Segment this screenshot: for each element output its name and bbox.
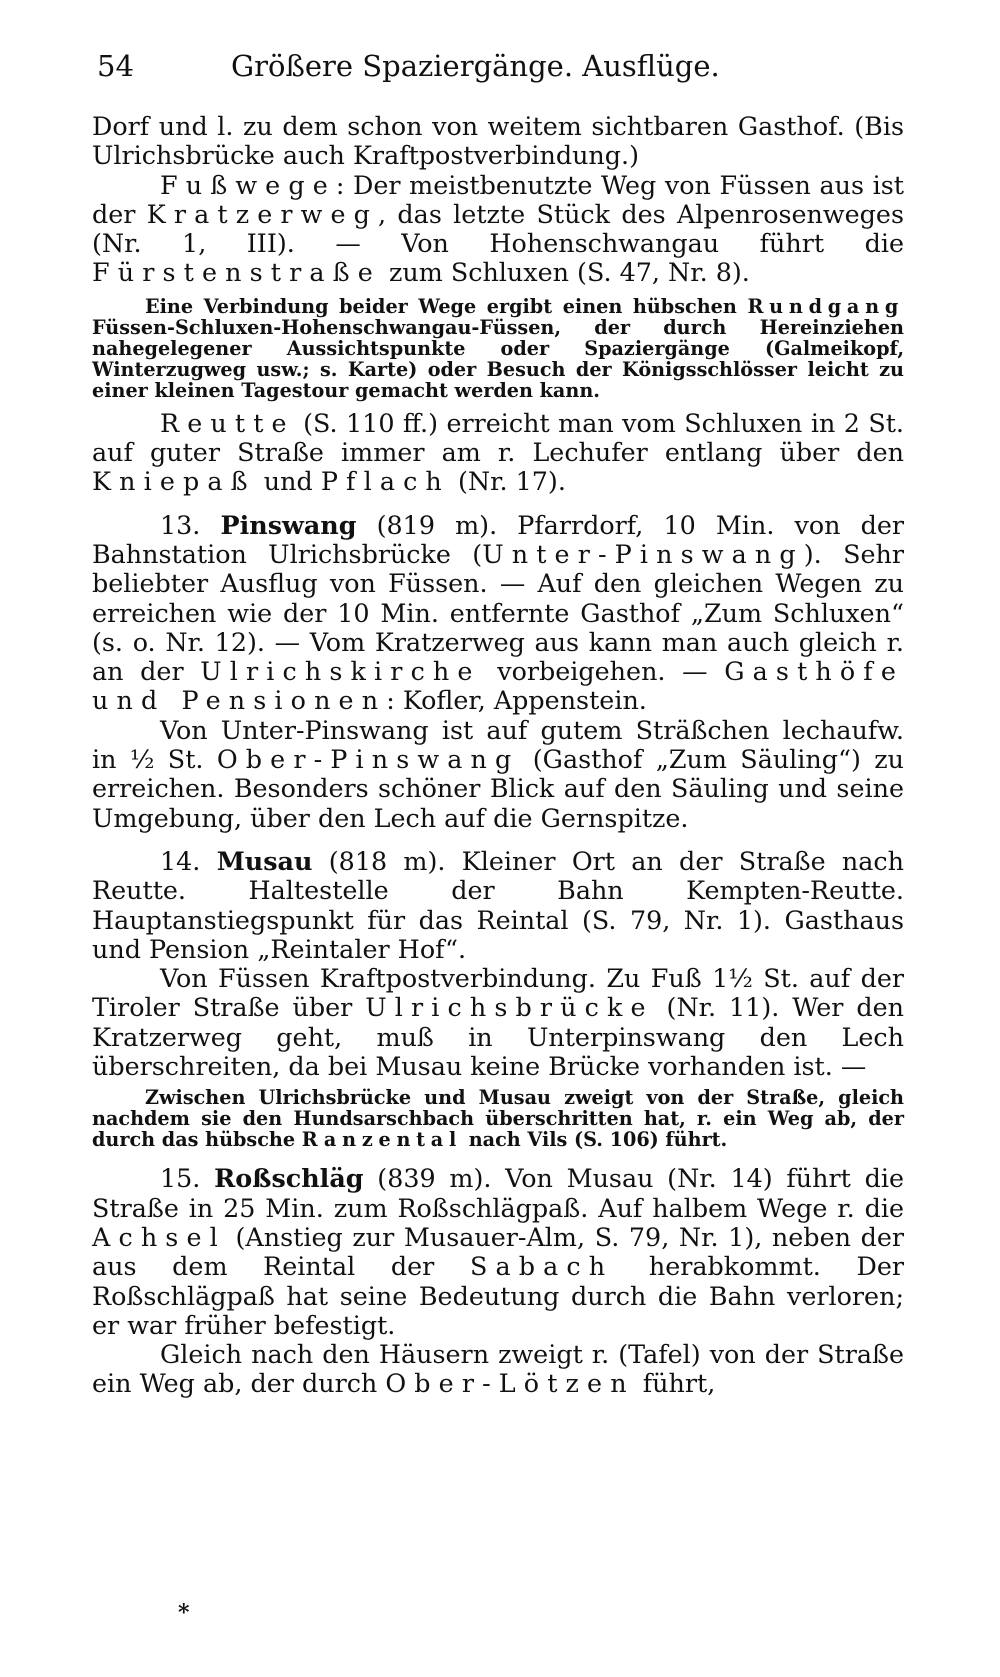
spaced-term: Ulrichsbrücke: [365, 992, 654, 1023]
spaced-term: Fürstenstraße: [92, 257, 381, 288]
text-run: (Nr. 11). Wer den Kratzerweg geht, muß in Unterpinswang den Lech überschreiten, da bei Musau keine Brücke vorhanden ist. —: [92, 992, 905, 1082]
text-run: (Nr. 17).: [449, 466, 566, 497]
text-run: vorbeigehen. —: [480, 656, 725, 687]
spaced-term: Ober-Pinswang: [216, 744, 520, 775]
entry-14: [92, 847, 904, 964]
text-run: (S. 110 ff.) erreicht man vom Schluxen in 2 St. auf guter Straße immer am r. Lechufer entlang über den: [92, 407, 904, 468]
text-run: : Kofler, Appenstein.: [386, 685, 647, 716]
small-print-note: [92, 296, 904, 401]
spaced-term: Kratzerweg: [146, 198, 379, 229]
spaced-term: Fußwege: [160, 169, 336, 200]
spaced-term: Kniepaß: [92, 466, 256, 497]
text-run: : Der meistbenutzte Weg von Füssen aus ist der: [92, 169, 904, 229]
text-run: und: [255, 466, 321, 497]
text-run: (Anstieg zur Musauer-Alm, S. 79, Nr. 1), neben der aus dem Reintal der: [92, 1221, 904, 1282]
text-run: (819 m). Pfarrdorf, 10 Min. von der Bahnstation Ulrichsbrücke (: [92, 509, 904, 569]
text-run: führt,: [634, 1368, 716, 1399]
small-print-note: [92, 1087, 904, 1150]
spaced-term: Reutte: [160, 407, 295, 438]
text-run: Gleich nach den Häusern zweigt r. (Tafel) von der Straße ein Weg ab, der durch: [92, 1339, 904, 1399]
paragraph: [92, 112, 904, 171]
spaced-term: Ober-Lötzen: [385, 1368, 635, 1399]
entry-heading: Musau: [216, 845, 313, 876]
text-run: Eine Verbindung beider Wege ergibt einen hübschen: [145, 294, 748, 318]
paragraph: [92, 964, 904, 1081]
text-run: Füssen-Schluxen-Hohenschwangau-Füssen, der durch Hereinziehen nahegelegener Aussichtspunkte oder Spaziergänge (Galmeikopf, Winterzugweg usw.; s. Karte) oder Besuch der Königsschlösser leicht zu einer kleinen Tagestour gemacht werden kann.: [92, 315, 904, 402]
page-number: 54: [97, 49, 134, 83]
entry-heading: Roßschläg: [214, 1163, 364, 1194]
entry-13: [92, 511, 904, 716]
text-run: (839 m). Von Musau (Nr. 14) führt die Straße in 25 Min. zum Roßschlägpaß. Auf halbem Wege r. die: [92, 1163, 904, 1223]
entry-number: 15.: [160, 1163, 201, 1194]
text-run: zum Schluxen (S. 47, Nr. 8).: [380, 257, 750, 288]
running-title: Größere Spaziergänge. Ausflüge.: [231, 49, 720, 83]
body-text: [92, 112, 904, 1399]
entry-number: 14.: [160, 845, 201, 876]
spaced-term: Pflach: [320, 466, 450, 497]
entry-number: 13.: [160, 509, 201, 540]
text-run: Von Unter-Pinswang ist auf gutem Sträßchen lechaufw. in ½ St.: [92, 714, 904, 775]
paragraph: [92, 171, 904, 288]
text-run: ). Sehr beliebter Ausflug von Füssen. — Auf den gleichen Wegen zu erreichen wie der 10 Min. entfernte Gasthof „Zum Schluxen“ (s. o. Nr. 12). — Vom Kratzerweg aus kann man auch gleich r. an der: [92, 538, 904, 687]
text-run: (818 m). Kleiner Ort an der Straße nach Reutte. Haltestelle der Bahn Kempten-Reutte. Hauptanstiegspunkt für das Reintal (S. 79, Nr. 1). Gasthaus und Pension „Reintaler Hof“.: [92, 845, 904, 964]
entry-15: [92, 1164, 904, 1340]
paragraph: [92, 409, 904, 497]
text-run: (Gasthof „Zum Säuling“) zu erreichen. Besonders schöner Blick auf den Säuling und seine Umgebung, über den Lech auf die Gernspitze.: [92, 744, 905, 833]
spaced-term: Ulrichskirche: [200, 656, 481, 687]
paragraph: [92, 716, 904, 833]
spaced-term: Ranzental: [301, 1128, 463, 1152]
spaced-term: Sabach: [469, 1251, 614, 1282]
spaced-term: Gasthöfe und Pensionen: [92, 656, 904, 716]
spaced-term: Unter-Pinswang: [482, 538, 804, 569]
signature-mark: *: [178, 1600, 190, 1626]
text-run: nach Vils (S. 106) führt.: [462, 1128, 728, 1152]
text-run: Von Füssen Kraftpostverbindung. Zu Fuß 1½ St. auf der Tiroler Straße über: [92, 963, 904, 1023]
spaced-term: Rundgang: [747, 294, 904, 318]
text-run: Zwischen Ulrichsbrücke und Musau zweigt von der Straße, gleich nachdem sie den Hundsarschbach überschritten hat, r. ein Weg ab, der durch das hübsche: [92, 1086, 904, 1152]
text-run: Dorf und l. zu dem schon von weitem sichtbaren Gasthof. (Bis Ulrichsbrücke auch Kraftpostverbindung.): [92, 111, 904, 171]
spaced-term: Achsel: [92, 1221, 226, 1252]
running-header: [97, 48, 910, 84]
text-run: , das letzte Stück des Alpenrosenweges (Nr. 1, III). — Von Hohenschwangau führt die: [92, 198, 904, 259]
text-run: herabkommt. Der Roßschlägpaß hat seine Bedeutung durch die Bahn verloren; er war früher befestigt.: [92, 1251, 905, 1340]
paragraph: [92, 1340, 904, 1399]
entry-heading: Pinswang: [220, 509, 357, 540]
